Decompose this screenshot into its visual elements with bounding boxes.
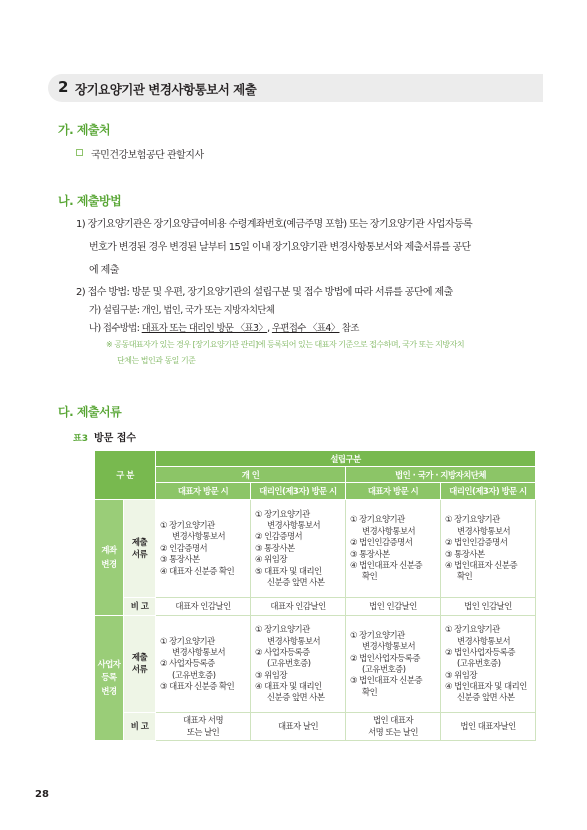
doc-line: ② 법인인감증명서	[350, 537, 413, 548]
note-line-2: 단체는 법인과 동일 기준	[117, 356, 196, 365]
table-caption	[73, 429, 136, 444]
doc-line: (고유번호증)	[267, 658, 311, 669]
paragraph-2: 2) 접수 방법: 방문 및 우편, 장기요양기관의 설립구분 및 접수 방법에 따라 서류를 공단에 제출	[76, 287, 453, 298]
doc-line: ② 사업자등록증	[255, 646, 310, 657]
doc-line: ④ 대표자 신분증 확인	[160, 565, 235, 576]
header-rep-visit: 대표자 방문 시	[156, 483, 251, 500]
bullet-item	[76, 146, 204, 161]
header-agent-visit-corp: 대리인(제3자) 방문 시	[441, 483, 536, 500]
doc-line: ③ 통장사본	[255, 542, 295, 553]
remark-line: 법인 대표자	[372, 714, 414, 725]
section-title: 장기요양기관 변경사항통보서 제출	[75, 82, 257, 97]
doc-line: ① 장기요양기관	[350, 629, 405, 640]
cell-bizreg-agent	[251, 616, 346, 713]
doc-line: 확인	[457, 571, 473, 582]
group-business-reg-change	[95, 616, 124, 741]
doc-line: 확인	[362, 571, 378, 582]
remark-cell	[156, 713, 251, 741]
remark-line: 또는 날인	[186, 726, 220, 737]
doc-line: ① 장기요양기관	[255, 624, 310, 635]
row-label-remarks: 비 고	[124, 598, 156, 616]
note-line-1: ※ 공동대표자가 있는 경우 [장기요양기관 관리]에 등록되어 있는 대표자 기준으로 접수하며, 국가 또는 지방자치	[106, 340, 465, 349]
group-label-line: 사업자	[97, 658, 121, 669]
header-setup-type: 설립구분	[156, 451, 536, 467]
row-label-line: 제출	[131, 536, 148, 547]
item-na-prefix: 나) 접수방법:	[89, 323, 142, 334]
remark-cell: 법인 인감날인	[441, 598, 536, 616]
doc-line: ④ 법인대표자 신분증	[445, 559, 518, 570]
doc-line: ② 인감증명서	[160, 542, 208, 553]
doc-line: ③ 대표자 신분증 확인	[160, 681, 235, 692]
paragraph-1-line-2: 번호가 변경된 경우 변경된 날부터 15일 이내 장기요양기관 변경사항통보서와 제출서류를 공단	[89, 242, 471, 253]
doc-line: ① 장기요양기관	[445, 514, 500, 525]
header-gubun: 구 분	[95, 451, 156, 500]
doc-line: ③ 위임장	[445, 669, 477, 680]
row-label-documents	[124, 500, 156, 598]
remark-cell: 대표자 날인	[251, 713, 346, 741]
doc-line: ② 법인사업자등록증	[350, 652, 420, 663]
doc-line: (고유번호증)	[172, 669, 216, 680]
remark-line: 서명 또는 날인	[368, 726, 418, 737]
doc-line: 확인	[362, 686, 378, 697]
doc-line: 변경사항통보서	[362, 525, 416, 536]
doc-line: ④ 법인대표자 신분증	[350, 559, 423, 570]
doc-line: 변경사항통보서	[457, 635, 511, 646]
doc-line: ③ 통장사본	[445, 548, 485, 559]
doc-line: 변경사항통보서	[172, 646, 226, 657]
doc-line: ④ 위임장	[255, 554, 287, 565]
table-tag: 표3	[73, 434, 88, 444]
doc-line: ③ 법인대표자 신분증	[350, 675, 423, 686]
paragraph-1-line-3: 에 제출	[89, 265, 119, 276]
doc-line: 변경사항통보서	[267, 635, 321, 646]
doc-line: ① 장기요양기관	[255, 508, 310, 519]
row-label-documents	[124, 616, 156, 713]
item-na-suffix: 참조	[339, 323, 359, 334]
doc-line: ③ 통장사본	[160, 554, 200, 565]
group-label-line: 계좌	[101, 545, 117, 556]
doc-line: ③ 통장사본	[350, 548, 390, 559]
doc-line: ① 장기요양기관	[445, 624, 500, 635]
doc-line: 변경사항통보서	[457, 525, 511, 536]
doc-line: ⑤ 대표자 및 대리인	[255, 565, 322, 576]
doc-line: 변경사항통보서	[172, 531, 226, 542]
doc-line: 변경사항통보서	[362, 641, 416, 652]
doc-line: ④ 법인대표자 및 대리인	[445, 681, 527, 692]
doc-line: ② 법인사업자등록증	[445, 646, 515, 657]
header-rep-visit-corp: 대표자 방문 시	[346, 483, 441, 500]
doc-line: ④ 대표자 및 대리인	[255, 681, 322, 692]
row-label-line: 서류	[131, 664, 148, 674]
documents-table	[94, 450, 536, 741]
item-na	[89, 320, 359, 334]
remark-cell: 대표자 인감날인	[156, 598, 251, 616]
doc-line: ① 장기요양기관	[160, 520, 215, 531]
subheading-submit-method: 나. 제출방법	[58, 194, 122, 208]
doc-line: 신분증 앞면 사본	[267, 576, 325, 587]
row-label-remarks: 비 고	[124, 713, 156, 741]
cell-account-rep	[156, 500, 251, 598]
row-label-line: 서류	[131, 548, 148, 559]
group-label-line: 변경	[101, 685, 117, 696]
header-corporation: 법인 · 국가 · 지방자치단체	[346, 467, 536, 483]
remark-cell: 법인 인감날인	[346, 598, 441, 616]
visit-table-link[interactable]: 대표자 또는 대리인 방문 〈표3〉	[141, 323, 268, 334]
remark-cell: 법인 대표자날인	[441, 713, 536, 741]
cell-account-corp-rep	[346, 500, 441, 598]
item-ga: 가) 설립구분: 개인, 법인, 국가 또는 지방자치단체	[89, 305, 275, 316]
doc-line: 신분증 앞면 사본	[457, 692, 515, 703]
cell-account-agent	[251, 500, 346, 598]
bullet-text: 국민건강보험공단 관할지사	[91, 150, 204, 161]
item-na-sep: ,	[267, 323, 272, 334]
group-account-change	[95, 500, 124, 616]
remark-line: 대표자 서명	[182, 714, 224, 725]
doc-line: ① 장기요양기관	[160, 635, 215, 646]
cell-bizreg-corp-agent	[441, 616, 536, 713]
square-bullet-icon	[76, 149, 83, 156]
subheading-submit-place: 가. 제출처	[58, 123, 111, 137]
doc-line: ② 법인인감증명서	[445, 537, 508, 548]
cell-bizreg-corp-rep	[346, 616, 441, 713]
doc-line: ② 인감증명서	[255, 531, 303, 542]
page-number: 28	[35, 789, 49, 800]
remark-cell	[346, 713, 441, 741]
header-agent-visit: 대리인(제3자) 방문 시	[251, 483, 346, 500]
group-label-line: 변경	[101, 558, 117, 569]
remark-cell: 대표자 인감날인	[251, 598, 346, 616]
doc-line: ② 사업자등록증	[160, 658, 215, 669]
cell-account-corp-agent	[441, 500, 536, 598]
doc-line: (고유번호증)	[362, 664, 406, 674]
doc-line: (고유번호증)	[457, 658, 501, 669]
doc-line: 신분증 앞면 사본	[267, 692, 325, 703]
subheading-documents: 다. 제출서류	[58, 405, 122, 419]
doc-line: ① 장기요양기관	[350, 514, 405, 525]
cell-bizreg-rep	[156, 616, 251, 713]
mail-table-link[interactable]: 우편접수 〈표4〉	[271, 323, 340, 334]
doc-line: 변경사항통보서	[267, 520, 321, 531]
header-individual: 개 인	[156, 467, 346, 483]
section-number: 2	[58, 78, 69, 96]
paragraph-1-line-1: 1) 장기요양기관은 장기요양급여비용 수령계좌번호(예금주명 포함) 또는 장기요양기관 사업자등록	[76, 219, 473, 230]
group-label-line: 등록	[101, 672, 117, 683]
row-label-line: 제출	[131, 652, 148, 663]
doc-line: ③ 위임장	[255, 669, 287, 680]
section-header	[48, 74, 543, 102]
table-caption-text: 방문 접수	[93, 433, 137, 444]
